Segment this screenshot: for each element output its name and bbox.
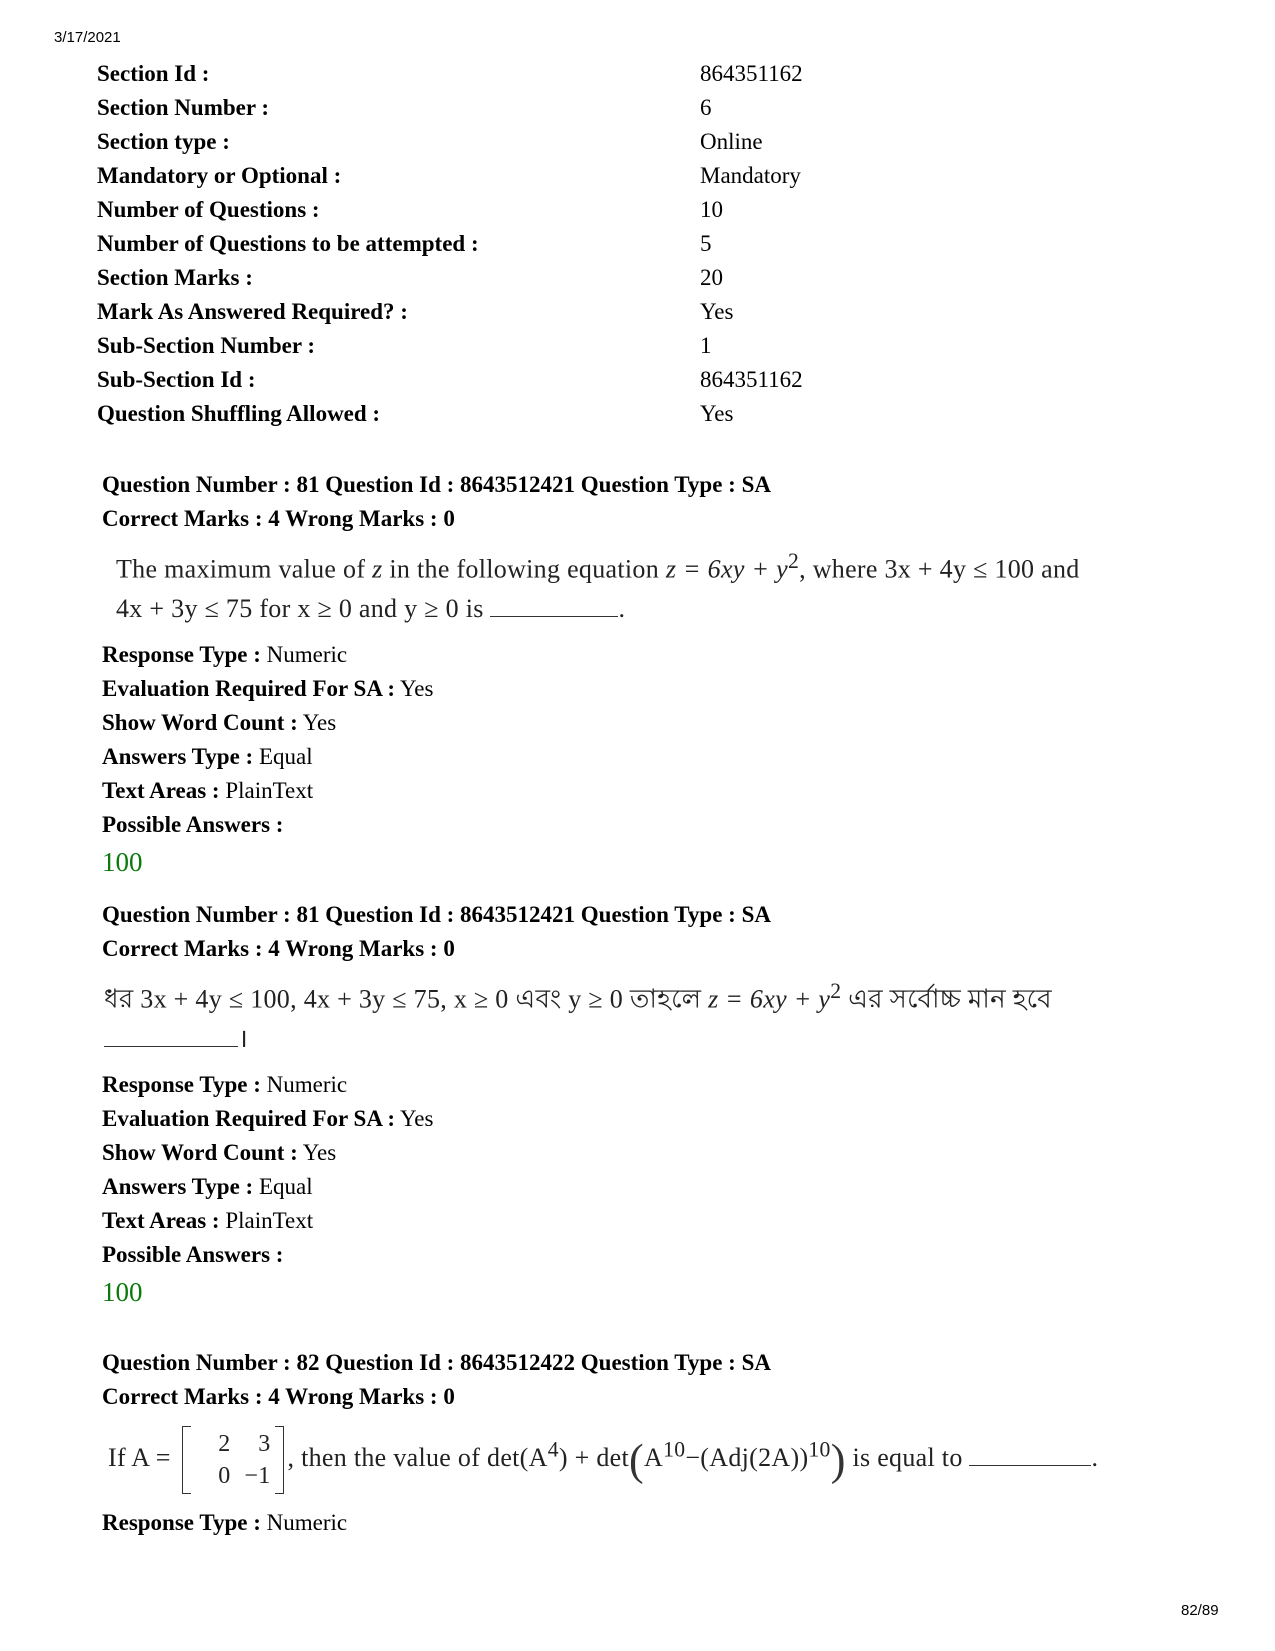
response-type: Response Type : Numeric [102, 1510, 348, 1535]
section-label: Number of Questions to be attempted : [97, 231, 479, 256]
question-block [102, 898, 1202, 1312]
section-label: Sub-Section Id : [97, 367, 256, 392]
show-word-count: Show Word Count : Yes [102, 1139, 337, 1165]
section-value: Yes [700, 401, 734, 426]
section-row [97, 57, 817, 91]
section-value: 1 [700, 333, 712, 358]
section-label: Question Shuffling Allowed : [97, 401, 381, 426]
text-areas: Text Areas : PlainText [102, 777, 314, 803]
answer-blank [104, 1028, 238, 1047]
evaluation-required: Evaluation Required For SA : Yes [102, 675, 434, 701]
section-label: Section Id : [97, 61, 210, 86]
section-value: Yes [700, 299, 734, 324]
page-number: 82/89 [1181, 1602, 1219, 1619]
section-row [97, 295, 817, 329]
question-header: Question Number : 81 Question Id : 8643512421 Question Type : SA [102, 472, 771, 497]
section-row [97, 193, 817, 227]
possible-answer: 100 [102, 846, 143, 877]
question-block [102, 1346, 1202, 1540]
possible-answers-label: Possible Answers : [102, 811, 284, 837]
show-word-count: Show Word Count : Yes [102, 709, 337, 735]
section-label: Section type : [97, 129, 230, 154]
text-areas: Text Areas : PlainText [102, 1207, 314, 1233]
question-header: Question Number : 81 Question Id : 8643512421 Question Type : SA [102, 902, 771, 927]
print-date: 3/17/2021 [54, 29, 121, 46]
section-row [97, 329, 817, 363]
possible-answer: 100 [102, 1276, 143, 1307]
section-value: 6 [700, 95, 712, 120]
section-value: 864351162 [700, 367, 803, 392]
section-label: Section Marks : [97, 265, 253, 290]
answer-blank [490, 598, 618, 617]
section-value: 864351162 [700, 61, 803, 86]
section-row [97, 91, 817, 125]
possible-answers-label: Possible Answers : [102, 1241, 284, 1267]
section-row [97, 363, 817, 397]
answers-type: Answers Type : Equal [102, 743, 313, 769]
section-label: Number of Questions : [97, 197, 320, 222]
section-label: Section Number : [97, 95, 270, 120]
response-type: Response Type : Numeric [102, 1071, 348, 1097]
section-label: Mark As Answered Required? : [97, 299, 408, 324]
section-value: Online [700, 129, 763, 154]
section-value: 5 [700, 231, 712, 256]
section-row [97, 397, 817, 431]
section-label: Sub-Section Number : [97, 333, 316, 358]
section-row [97, 261, 817, 295]
question-text: The maximum value of z in the following equation $z = 6xy + y^2$, where 3x + 4y ≤ 100 and 4x + 3y ≤ 75 for x ≥ 0 and y ≥ 0 is . [116, 549, 1080, 623]
question-block [102, 468, 1202, 882]
question-header: Question Number : 82 Question Id : 8643512422 Question Type : SA [102, 1350, 771, 1375]
response-type: Response Type : Numeric [102, 641, 348, 667]
matrix-a: 2 3 0 −1 [182, 1426, 284, 1494]
question-marks: Correct Marks : 4 Wrong Marks : 0 [102, 1384, 455, 1409]
answer-blank [969, 1447, 1091, 1466]
question-marks: Correct Marks : 4 Wrong Marks : 0 [102, 936, 455, 961]
section-row [97, 125, 817, 159]
section-label: Mandatory or Optional : [97, 163, 342, 188]
question-text: ধর 3x + 4y ≤ 100, 4x + 3y ≤ 75, x ≥ 0 এবং y ≥ 0 তাহলে $z = 6xy + y^2$ এর সর্বোচ্চ মান হবে । [104, 979, 1052, 1053]
section-value: Mandatory [700, 163, 801, 188]
answers-type: Answers Type : Equal [102, 1173, 313, 1199]
section-row [97, 159, 817, 193]
question-marks: Correct Marks : 4 Wrong Marks : 0 [102, 506, 455, 531]
section-value: 20 [700, 265, 723, 290]
section-row [97, 227, 817, 261]
question-text: If A = 2 3 0 −1 , then the value of $\det(A^4) + \det(A^{10}-(Adj(2A))^{10})$ is equal to . [108, 1426, 1202, 1494]
section-details [97, 57, 817, 431]
evaluation-required: Evaluation Required For SA : Yes [102, 1105, 434, 1131]
section-value: 10 [700, 197, 723, 222]
